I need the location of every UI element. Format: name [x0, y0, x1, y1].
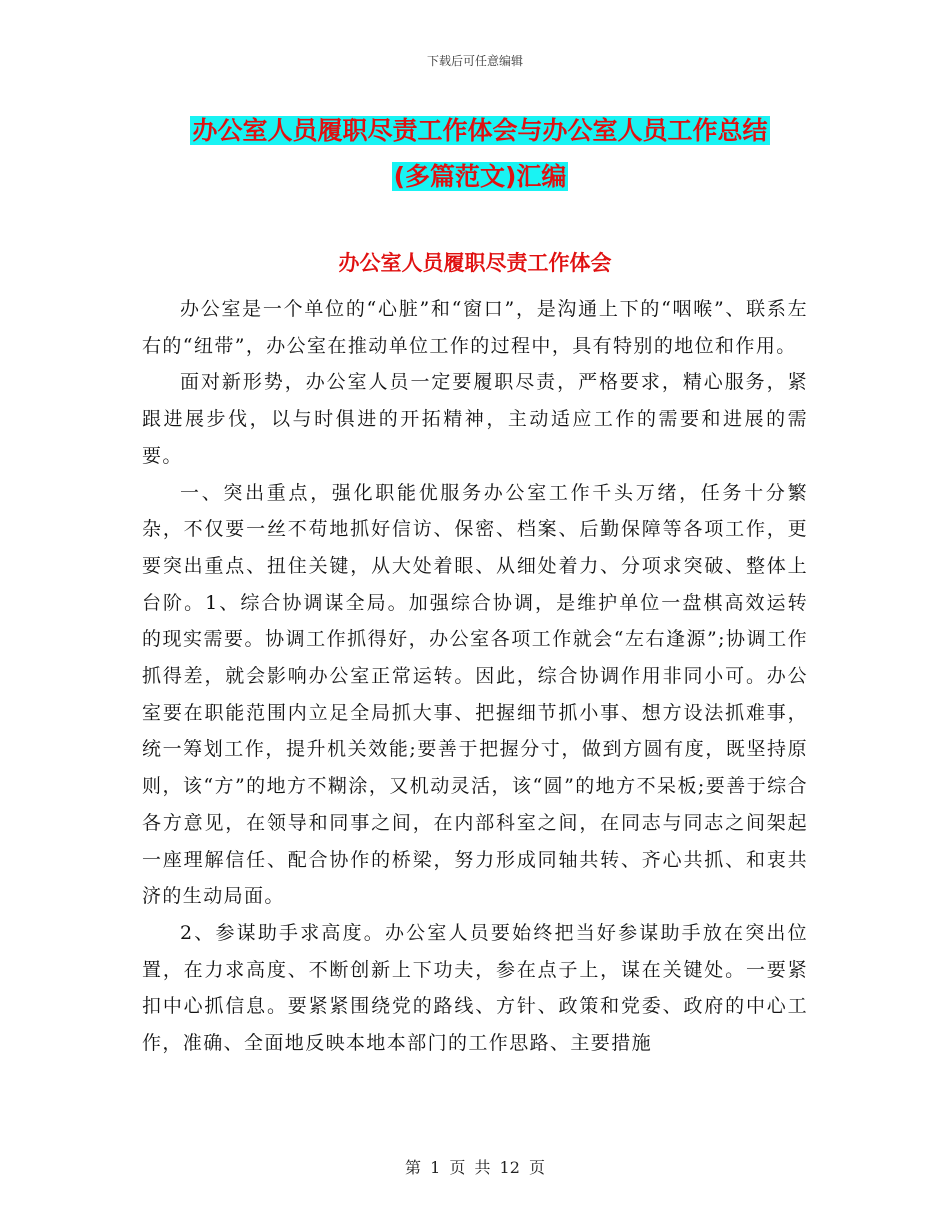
paragraph: 一、突出重点，强化职能优服务办公室工作千头万绪，任务十分繁杂，不仅要一丝不苟地抓好信访、保密、档案、后勤保障等各项工作，更要突出重点、扭住关键，从大处着眼、从细处着力、分项求突破、整体上台阶。1、综合协调谋全局。加强综合协调，是维护单位一盘棋高效运转的现实需要。协调工作抓得好，办公室各项工作就会“左右逢源”;协调工作抓得差，就会影响办公室正常运转。因此，综合协调作用非同小可。办公室要在职能范围内立足全局抓大事、把握细节抓小事、想方设法抓难事，统一筹划工作，提升机关效能;要善于把握分寸，做到方圆有度，既坚持原则，该“方”的地方不糊涂，又机动灵活，该“圆”的地方不呆板;要善于综合各方意见，在领导和同事之间，在内部科室之间，在同志与同志之间架起一座理解信任、配合协作的桥梁，努力形成同轴共转、齐心共抓、和衷共济的生动局面。 — [142, 481, 808, 908]
document-title-line-2: (多篇范文)汇编 — [393, 162, 567, 191]
section-title: 办公室人员履职尽责工作体会 — [338, 251, 612, 275]
page-header-note: 下载后可任意编辑 — [426, 54, 523, 68]
paragraph: 面对新形势，办公室人员一定要履职尽责，严格要求，精心服务，紧跟进展步伐，以与时俱进的开拓精神，主动适应工作的需要和进展的需要。 — [142, 371, 808, 467]
document-title-line-1: 办公室人员履职尽责工作体会与办公室人员工作总结 — [192, 116, 768, 145]
document-body — [142, 291, 808, 1062]
paragraph: 2、参谋助手求高度。办公室人员要始终把当好参谋助手放在突出位置，在力求高度、不断创新上下功夫，参在点子上，谋在关键处。一要紧扣中心抓信息。要紧紧围绕党的路线、方针、政策和党委、政府的中心工作，准确、全面地反映本地本部门的工作思路、主要措施 — [142, 921, 808, 1055]
page-footer: 第 1 页 共 12 页 — [405, 1158, 545, 1177]
document-title — [150, 108, 810, 200]
paragraph: 办公室是一个单位的“心脏”和“窗口”，是沟通上下的“咽喉”、联系左右的“纽带”，办公室在推动单位工作的过程中，具有特别的地位和作用。 — [142, 298, 808, 357]
